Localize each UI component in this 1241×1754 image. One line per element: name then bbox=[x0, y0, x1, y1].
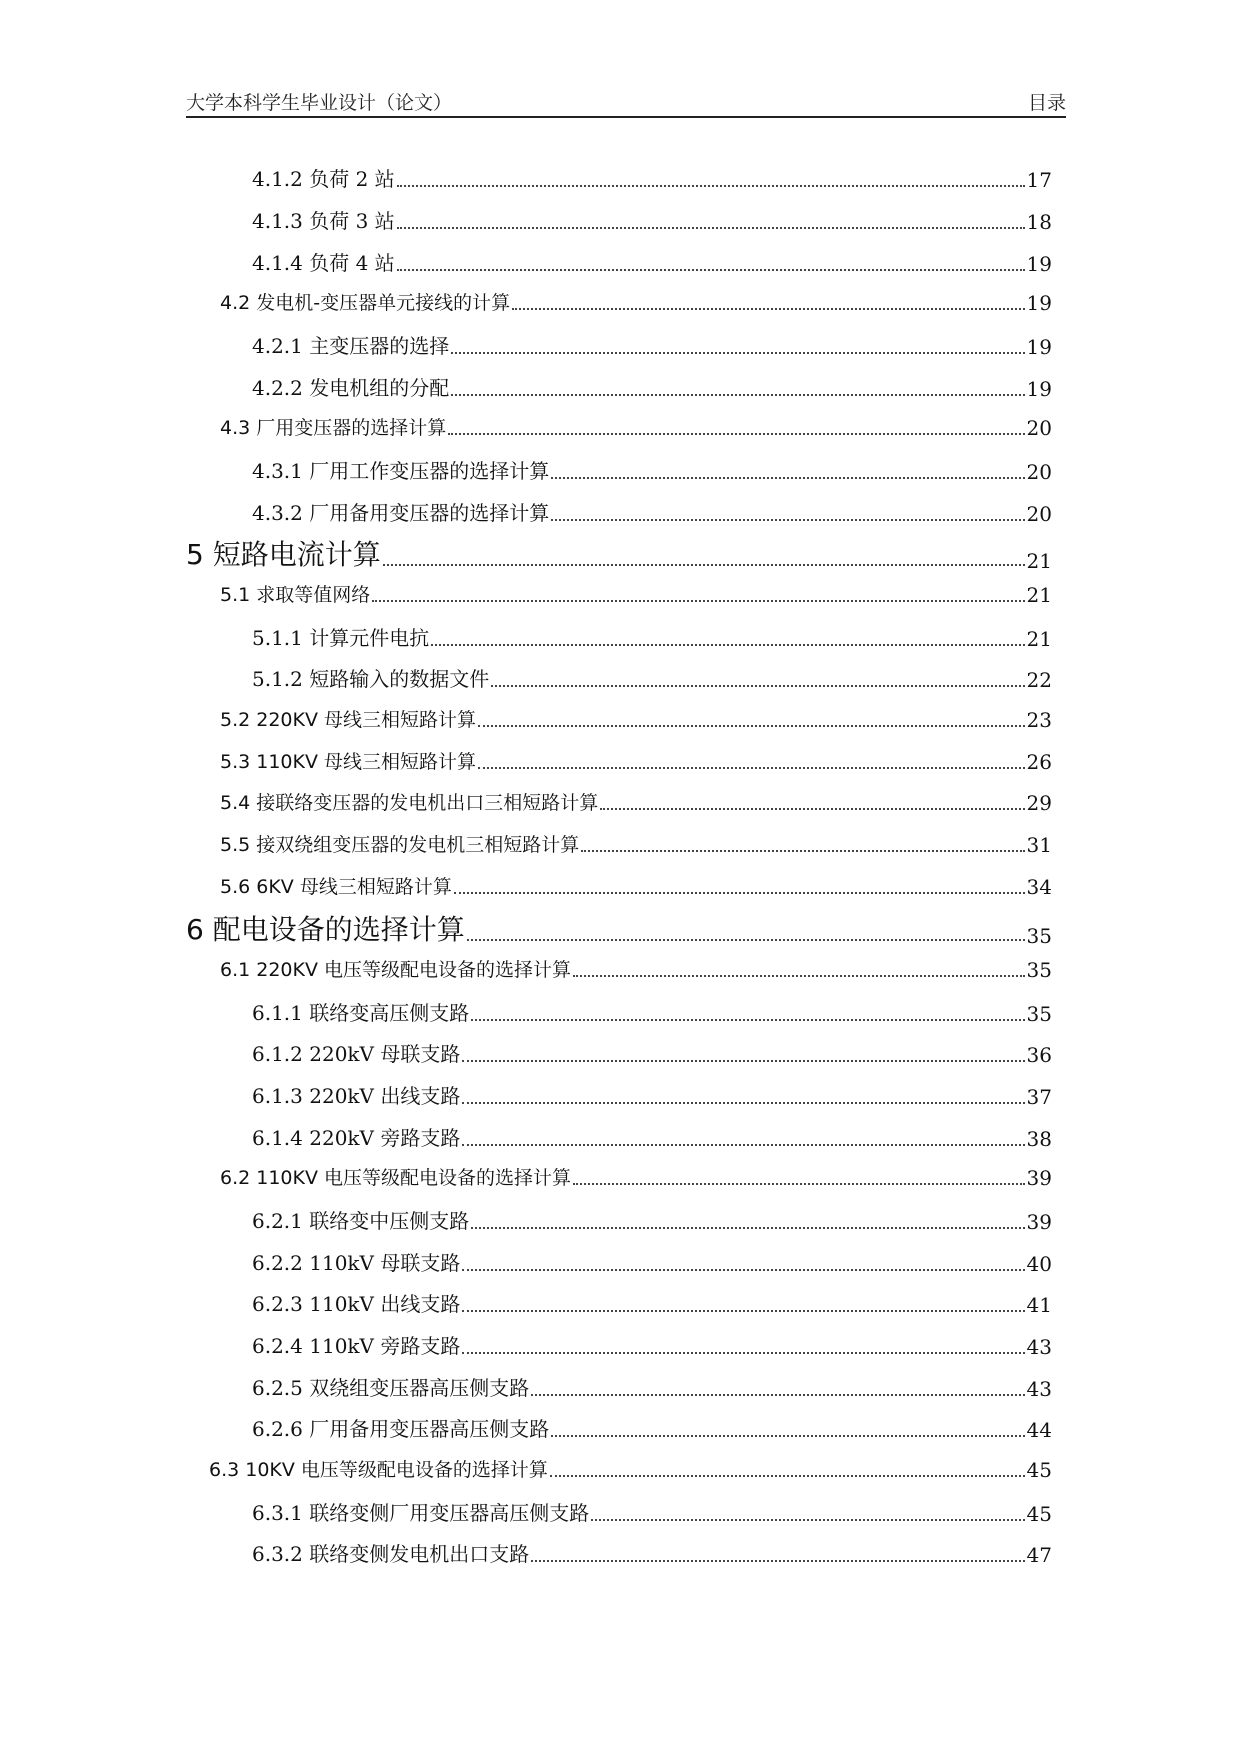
toc-leader-dots bbox=[462, 1144, 1024, 1146]
toc-entry-5-1-1[interactable] bbox=[252, 622, 1052, 651]
toc-entry-title: 4.2.1 主变压器的选择 bbox=[252, 334, 450, 358]
toc-leader-dots bbox=[462, 1269, 1024, 1271]
toc-leader-dots bbox=[478, 767, 1025, 769]
toc-entry-6-3-2[interactable] bbox=[252, 1538, 1052, 1567]
toc-entry-title: 6.2 110KV 电压等级配电设备的选择计算 bbox=[220, 1167, 572, 1189]
toc-leader-dots bbox=[600, 808, 1024, 810]
toc-leader-dots bbox=[551, 477, 1024, 479]
toc-leader-dots bbox=[550, 1475, 1025, 1477]
toc-entry-title: 4.1.4 负荷 4 站 bbox=[252, 251, 395, 275]
toc-entry-title: 6.2.2 110kV 母联支路 bbox=[252, 1251, 461, 1275]
toc-entry-6-1-3[interactable] bbox=[252, 1080, 1052, 1109]
toc-leader-dots bbox=[478, 725, 1025, 727]
toc-entry-page: 40 bbox=[1026, 1252, 1052, 1276]
toc-entry-6-2[interactable] bbox=[220, 1163, 1052, 1190]
toc-entry-page: 45 bbox=[1026, 1502, 1052, 1526]
toc-entry-5-1[interactable] bbox=[220, 580, 1052, 607]
toc-entry-6-2-3[interactable] bbox=[252, 1288, 1052, 1317]
toc-entry-5-5[interactable] bbox=[220, 830, 1052, 857]
toc-entry-6[interactable] bbox=[186, 908, 1052, 948]
toc-entry-title: 5 短路电流计算 bbox=[186, 538, 381, 571]
toc-leader-dots bbox=[581, 850, 1024, 852]
toc-entry-title: 5.5 接双绕组变压器的发电机三相短路计算 bbox=[220, 834, 580, 856]
toc-entry-title: 6.3 10KV 电压等级配电设备的选择计算 bbox=[209, 1459, 548, 1481]
toc-entry-6-1-4[interactable] bbox=[252, 1122, 1052, 1151]
toc-entry-6-1-2[interactable] bbox=[252, 1038, 1052, 1067]
toc-entry-page: 45 bbox=[1026, 1458, 1052, 1482]
toc-leader-dots bbox=[551, 519, 1024, 521]
toc-leader-dots bbox=[372, 600, 1024, 602]
toc-leader-dots bbox=[451, 352, 1024, 354]
toc-entry-title: 5.1.2 短路输入的数据文件 bbox=[252, 667, 490, 691]
toc-entry-5-2[interactable] bbox=[220, 705, 1052, 732]
toc-entry-4-1-2[interactable] bbox=[252, 163, 1052, 192]
toc-entry-page: 34 bbox=[1026, 875, 1052, 899]
toc-entry-title: 5.6 6KV 母线三相短路计算 bbox=[220, 876, 452, 898]
toc-entry-title: 6 配电设备的选择计算 bbox=[186, 913, 465, 946]
toc-entry-page: 20 bbox=[1026, 460, 1052, 484]
toc-entry-6-2-4[interactable] bbox=[252, 1330, 1052, 1359]
toc-entry-page: 43 bbox=[1026, 1377, 1052, 1401]
toc-entry-page: 35 bbox=[1026, 1002, 1052, 1026]
toc-entry-page: 43 bbox=[1026, 1335, 1052, 1359]
toc-entry-4-2-1[interactable] bbox=[252, 330, 1052, 359]
toc-entry-4-3[interactable] bbox=[220, 413, 1052, 440]
toc-leader-dots bbox=[451, 394, 1024, 396]
toc-leader-dots bbox=[448, 433, 1024, 435]
toc-entry-6-1[interactable] bbox=[220, 955, 1052, 982]
toc-entry-6-2-1[interactable] bbox=[252, 1205, 1052, 1234]
toc-entry-6-2-2[interactable] bbox=[252, 1247, 1052, 1276]
toc-entry-title: 5.2 220KV 母线三相短路计算 bbox=[220, 709, 477, 731]
toc-leader-dots bbox=[573, 1183, 1025, 1185]
toc-entry-5-1-2[interactable] bbox=[252, 663, 1052, 692]
toc-leader-dots bbox=[431, 644, 1024, 646]
toc-entry-page: 19 bbox=[1026, 252, 1052, 276]
toc-entry-title: 5.1.1 计算元件电抗 bbox=[252, 626, 430, 650]
toc-leader-dots bbox=[454, 892, 1025, 894]
toc-entry-title: 6.1.1 联络变高压侧支路 bbox=[252, 1001, 470, 1025]
toc-entry-title: 4.1.3 负荷 3 站 bbox=[252, 209, 395, 233]
toc-leader-dots bbox=[471, 1019, 1024, 1021]
toc-entry-page: 18 bbox=[1026, 210, 1052, 234]
toc-entry-title: 6.3.1 联络变侧厂用变压器高压侧支路 bbox=[252, 1501, 590, 1525]
toc-leader-dots bbox=[551, 1435, 1024, 1437]
toc-leader-dots bbox=[467, 939, 1025, 941]
toc-entry-title: 6.2.6 厂用备用变压器高压侧支路 bbox=[252, 1417, 550, 1441]
toc-leader-dots bbox=[462, 1310, 1024, 1312]
toc-entry-4-3-1[interactable] bbox=[252, 455, 1052, 484]
toc-entry-page: 20 bbox=[1026, 416, 1052, 440]
toc-entry-5[interactable] bbox=[186, 533, 1052, 573]
toc-leader-dots bbox=[471, 1227, 1024, 1229]
toc-entry-title: 4.1.2 负荷 2 站 bbox=[252, 167, 395, 191]
toc-leader-dots bbox=[462, 1352, 1024, 1354]
toc-entry-4-2[interactable] bbox=[220, 288, 1052, 315]
toc-entry-page: 38 bbox=[1026, 1127, 1052, 1151]
toc-entry-page: 19 bbox=[1026, 291, 1052, 315]
toc-entry-5-6[interactable] bbox=[220, 872, 1052, 899]
toc-entry-title: 6.2.4 110kV 旁路支路 bbox=[252, 1334, 461, 1358]
page-header bbox=[186, 86, 1066, 118]
toc-entry-page: 44 bbox=[1026, 1418, 1052, 1442]
toc-entry-page: 36 bbox=[1026, 1043, 1052, 1067]
toc-entry-6-3-1[interactable] bbox=[252, 1497, 1052, 1526]
toc-entry-title: 6.3.2 联络变侧发电机出口支路 bbox=[252, 1542, 530, 1566]
toc-entry-page: 31 bbox=[1026, 833, 1052, 857]
toc-entry-page: 21 bbox=[1026, 627, 1052, 651]
toc-entry-5-4[interactable] bbox=[220, 788, 1052, 815]
toc-entry-title: 6.2.1 联络变中压侧支路 bbox=[252, 1209, 470, 1233]
toc-entry-4-1-4[interactable] bbox=[252, 247, 1052, 276]
toc-entry-title: 5.4 接联络变压器的发电机出口三相短路计算 bbox=[220, 792, 599, 814]
toc-leader-dots bbox=[491, 685, 1024, 687]
toc-entry-page: 19 bbox=[1026, 377, 1052, 401]
toc-entry-6-1-1[interactable] bbox=[252, 997, 1052, 1026]
toc-entry-title: 6.1.2 220kV 母联支路 bbox=[252, 1042, 461, 1066]
toc-leader-dots bbox=[591, 1519, 1024, 1521]
toc-entry-4-3-2[interactable] bbox=[252, 497, 1052, 526]
toc-entry-page: 20 bbox=[1026, 502, 1052, 526]
toc-entry-title: 4.2.2 发电机组的分配 bbox=[252, 376, 450, 400]
header-section-label: 目录 bbox=[1027, 92, 1066, 114]
toc-entry-page: 35 bbox=[1026, 958, 1052, 982]
toc-entry-title: 6.1 220KV 电压等级配电设备的选择计算 bbox=[220, 959, 572, 981]
toc-entry-page: 17 bbox=[1026, 168, 1052, 192]
toc-leader-dots bbox=[397, 185, 1025, 187]
toc-leader-dots bbox=[573, 975, 1025, 977]
toc-entry-page: 29 bbox=[1026, 791, 1052, 815]
toc-leader-dots bbox=[462, 1102, 1024, 1104]
toc-entry-title: 6.2.3 110kV 出线支路 bbox=[252, 1292, 461, 1316]
toc-entry-page: 39 bbox=[1026, 1166, 1052, 1190]
toc-entry-5-3[interactable] bbox=[220, 747, 1052, 774]
toc-entry-title: 4.3.1 厂用工作变压器的选择计算 bbox=[252, 459, 550, 483]
toc-entry-page: 39 bbox=[1026, 1210, 1052, 1234]
toc-entry-page: 41 bbox=[1026, 1293, 1052, 1317]
toc-entry-title: 6.2.5 双绕组变压器高压侧支路 bbox=[252, 1376, 530, 1400]
toc-entry-page: 23 bbox=[1026, 708, 1052, 732]
toc-entry-page: 37 bbox=[1026, 1085, 1052, 1109]
toc-entry-title: 5.1 求取等值网络 bbox=[220, 584, 371, 606]
toc-leader-dots bbox=[512, 308, 1024, 310]
toc-entry-page: 35 bbox=[1026, 924, 1052, 948]
toc-leader-dots bbox=[397, 227, 1025, 229]
toc-entry-page: 47 bbox=[1026, 1543, 1052, 1567]
toc-entry-title: 5.3 110KV 母线三相短路计算 bbox=[220, 751, 477, 773]
toc-entry-title: 6.1.3 220kV 出线支路 bbox=[252, 1084, 461, 1108]
toc-entry-page: 19 bbox=[1026, 335, 1052, 359]
toc-entry-6-3[interactable] bbox=[209, 1455, 1052, 1482]
toc-entry-4-1-3[interactable] bbox=[252, 205, 1052, 234]
toc-entry-6-2-5[interactable] bbox=[252, 1372, 1052, 1401]
toc-leader-dots bbox=[462, 1060, 1024, 1062]
toc-entry-page: 26 bbox=[1026, 750, 1052, 774]
toc-entry-title: 4.2 发电机-变压器单元接线的计算 bbox=[220, 292, 511, 314]
header-thesis-title: 大学本科学生毕业设计（论文） bbox=[186, 92, 453, 114]
toc-leader-dots bbox=[397, 269, 1025, 271]
toc-entry-page: 22 bbox=[1026, 668, 1052, 692]
toc-entry-title: 4.3.2 厂用备用变压器的选择计算 bbox=[252, 501, 550, 525]
toc-entry-title: 6.1.4 220kV 旁路支路 bbox=[252, 1126, 461, 1150]
toc-entry-page: 21 bbox=[1026, 583, 1052, 607]
toc-entry-page: 21 bbox=[1026, 549, 1052, 573]
toc-entry-6-2-6[interactable] bbox=[252, 1413, 1052, 1442]
toc-leader-dots bbox=[531, 1560, 1024, 1562]
toc-entry-title: 4.3 厂用变压器的选择计算 bbox=[220, 417, 447, 439]
toc-leader-dots bbox=[383, 564, 1025, 566]
toc-entry-4-2-2[interactable] bbox=[252, 372, 1052, 401]
toc-leader-dots bbox=[531, 1394, 1024, 1396]
